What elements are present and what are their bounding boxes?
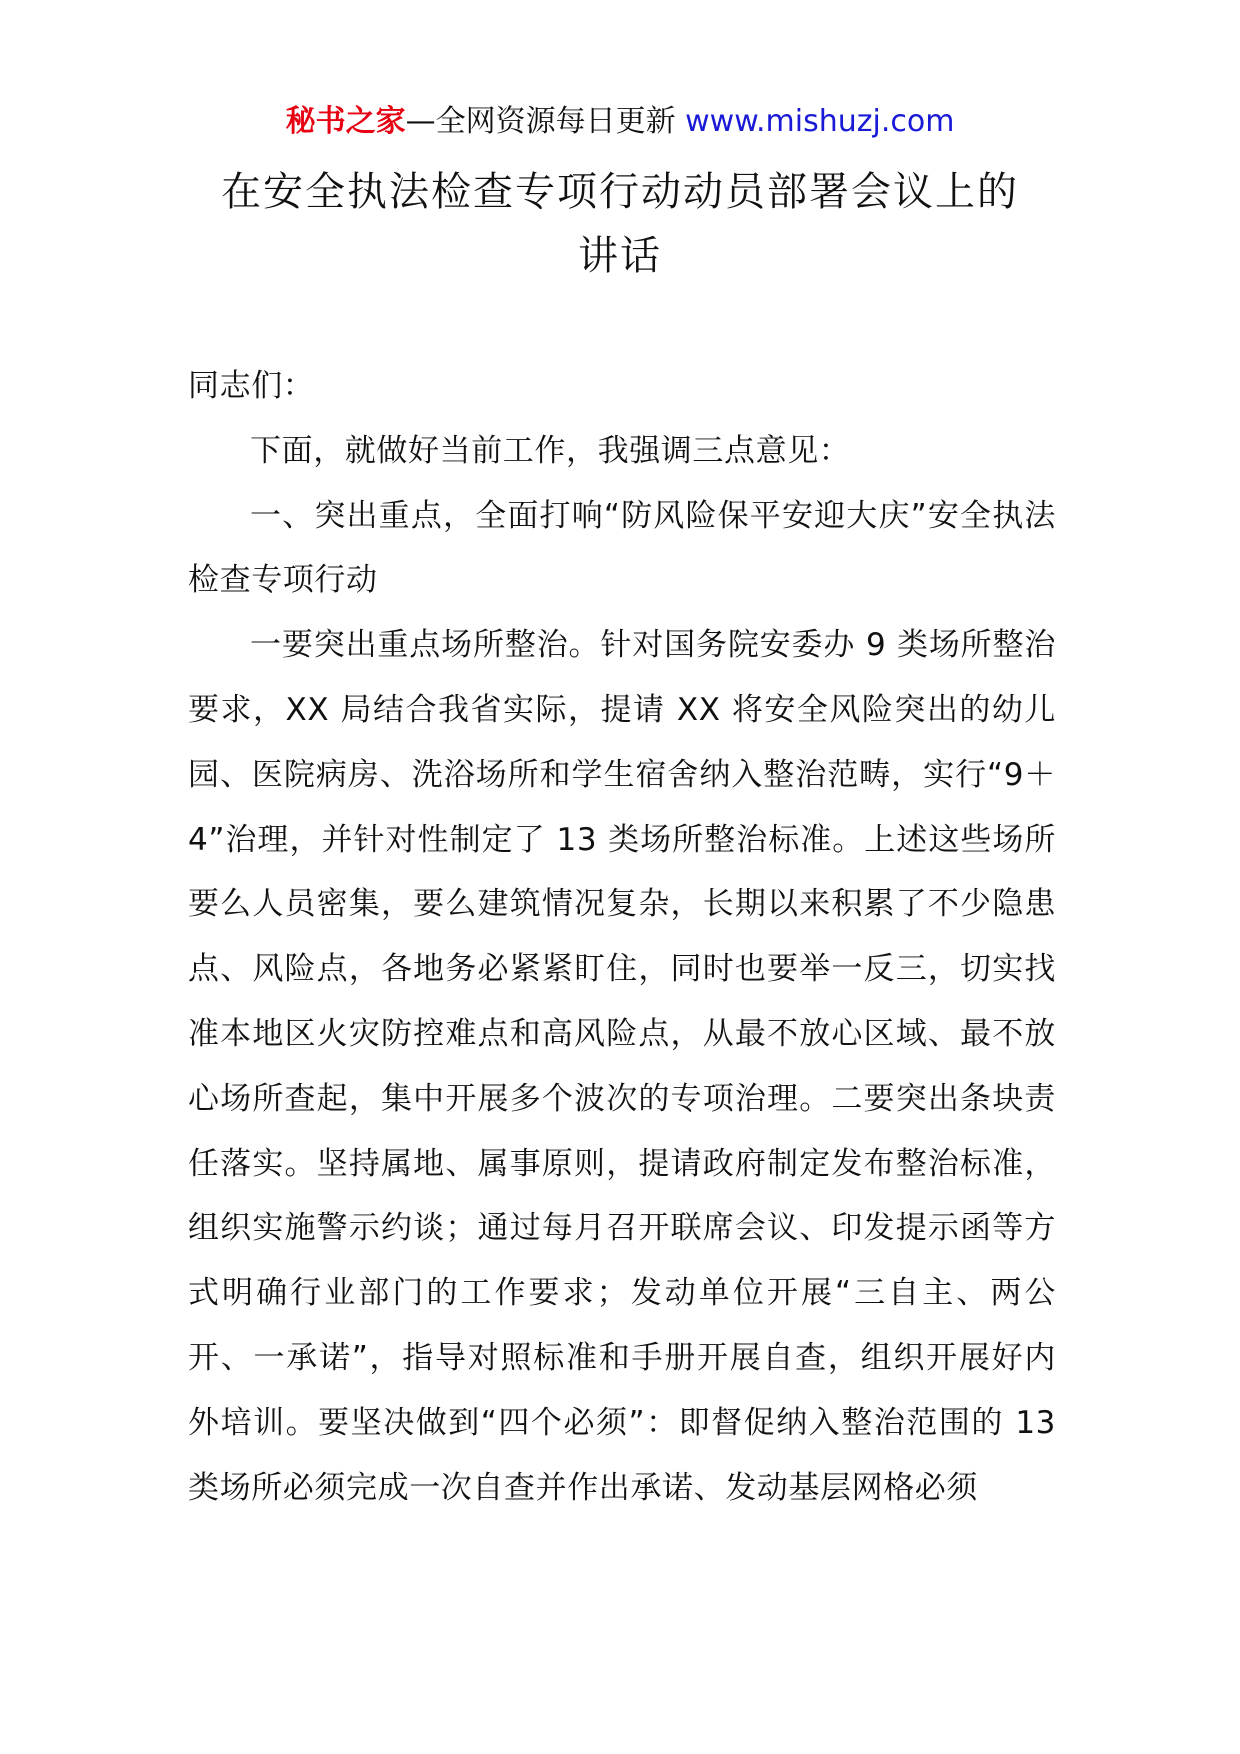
title-line-2: 讲话 [578,233,662,279]
document-body [188,354,1056,1520]
document-title [0,160,1240,288]
title-line-1: 在安全执法检查专项行动动员部署会议上的 [221,169,1019,215]
intro-paragraph: 下面，就做好当前工作，我强调三点意见： [250,432,851,469]
site-url-link[interactable]: www.mishuzj.com [685,104,955,139]
section-heading-1: 一、突出重点，全面打响“防风险保平安迎大庆”安全执法检查专项行动 [188,497,1056,599]
body-paragraph-1: 一要突出重点场所整治。针对国务院安委办 9 类场所整治要求，XX 局结合我省实际，提请 XX 将安全风险突出的幼儿园、医院病房、洗浴场所和学生宿舍纳入整治范畴，实行“9＋4”治理，并针对性制定了 13 类场所整治标准。上述这些场所要么人员密集，要么建筑情况复杂，长期以来积累了不少隐患点、风险点，各地务必紧紧盯住，同时也要举一反三，切实找准本地区火灾防控难点和高风险点，从最不放心区域、最不放心场所查起，集中开展多个波次的专项治理。二要突出条块责任落实。坚持属地、属事原则，提请政府制定发布整治标准，组织实施警示约谈；通过每月召开联席会议、印发提示函等方式明确行业部门的工作要求；发动单位开展“三自主、两公开、一承诺”，指导对照标准和手册开展自查，组织开展好内外培训。要坚决做到“四个必须”：即督促纳入整治范围的 13 类场所必须完成一次自查并作出承诺、发动基层网格必须 [188,627,1056,1506]
site-header [0,100,1240,144]
salutation: 同志们： [188,368,315,404]
brand-name: 秘书之家 [285,104,406,139]
header-tagline: —全网资源每日更新 [405,104,686,139]
